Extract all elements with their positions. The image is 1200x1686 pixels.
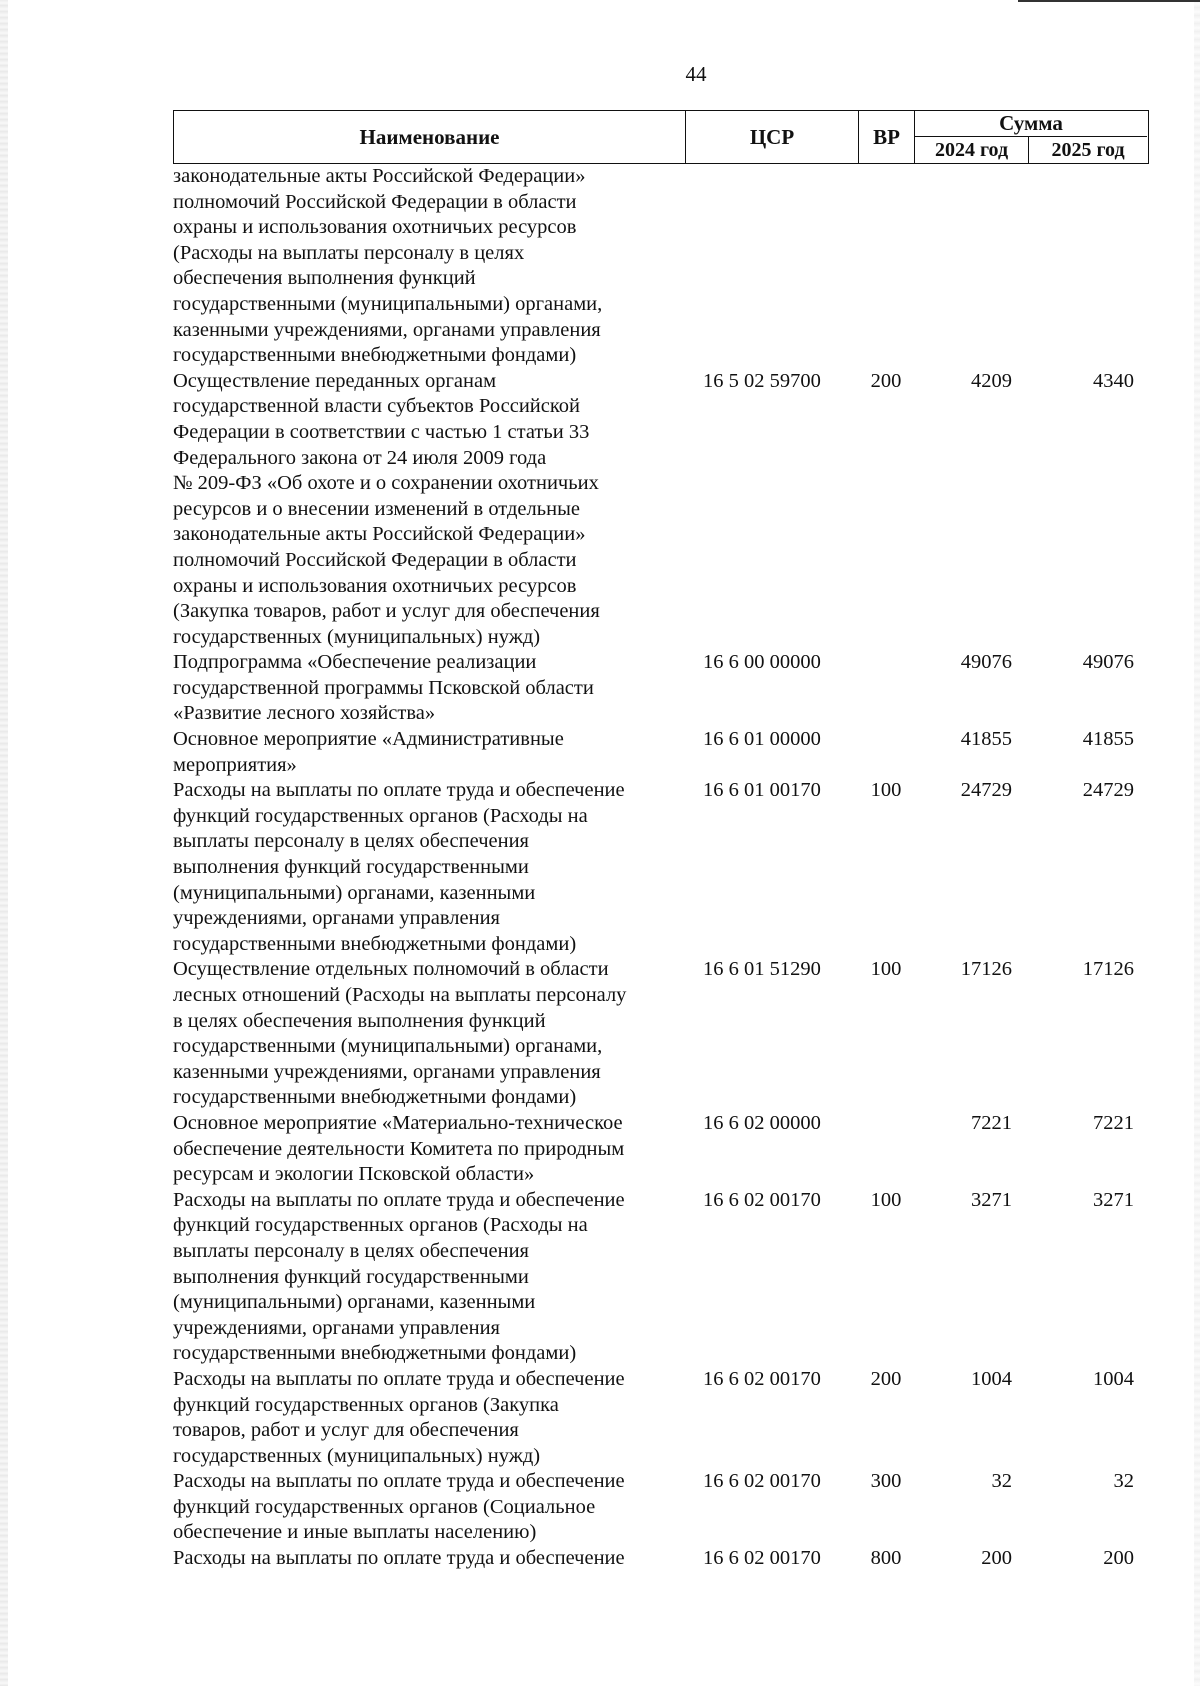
table-row [173, 1367, 1149, 1469]
row-csr: 16 6 02 00000 [703, 1111, 821, 1134]
row-sum-2025: 3271 [1093, 1188, 1134, 1211]
row-name: Осуществление переданных органам государственной власти субъектов Российской Федерации в соответствии с частью 1 статьи 33 Федерального закона от 24 июля 2009 года № 209-ФЗ «Об охоте и о сохранении охотничьих ресурсов и о внесении изменений в отдельные законодательные акты Российской Федерации» полномочий Российской Федерации в области охраны и использования охотничьих ресурсов (Закупка товаров, работ и услуг для обеспечения государственных (муниципальных) нужд) [173, 369, 600, 648]
row-sum-2025: 200 [1103, 1547, 1134, 1570]
row-sum-2024: 4209 [971, 369, 1012, 392]
row-name: законодательные акты Российской Федерации» полномочий Российской Федерации в области охраны и использования охотничьих ресурсов (Расходы на выплаты персоналу в целях обеспечения выполнения функций государственными (муниципальными) органами, казенными учреждениями, органами управления государственными внебюджетными фондами) [173, 165, 603, 367]
row-sum-2024: 24729 [960, 779, 1012, 802]
row-csr: 16 6 00 00000 [703, 651, 821, 674]
row-sum-2025: 17126 [1082, 958, 1134, 981]
row-sum-2024: 7221 [971, 1111, 1012, 1134]
row-sum-2024: 3271 [971, 1188, 1012, 1211]
row-sum-2024: 32 [991, 1470, 1012, 1493]
row-csr: 16 5 02 59700 [703, 369, 821, 392]
row-name: Основное мероприятие «Материально-техническое обеспечение деятельности Комитета по природным ресурсам и экологии Псковской области» [173, 1111, 625, 1186]
table-row [173, 369, 1149, 651]
header-year-2024: 2024 год [915, 137, 1029, 163]
row-name: Расходы на выплаты по оплате труда и обеспечение функций государственных органов (Закупка товаров, работ и услуг для обеспечения государственных (муниципальных) нужд) [173, 1367, 625, 1467]
row-sum-2024: 17126 [960, 958, 1012, 981]
row-name: Расходы на выплаты по оплате труда и обеспечение [173, 1547, 625, 1570]
row-sum-2025: 24729 [1082, 779, 1134, 802]
row-csr: 16 6 01 00170 [703, 779, 821, 802]
page-number: 44 [685, 62, 707, 86]
row-vr: 100 [870, 958, 902, 981]
table-row [173, 778, 1149, 957]
row-sum-2025: 49076 [1082, 651, 1134, 674]
budget-table [173, 110, 1149, 1572]
row-csr: 16 6 01 00000 [703, 728, 821, 751]
row-csr: 16 6 02 00170 [703, 1367, 821, 1390]
row-sum-2025: 1004 [1093, 1367, 1134, 1390]
row-name: Основное мероприятие «Административные мероприятия» [173, 728, 564, 776]
table-row [173, 1188, 1149, 1367]
row-sum-2025: 7221 [1093, 1111, 1134, 1134]
row-name: Расходы на выплаты по оплате труда и обеспечение функций государственных органов (Социальное обеспечение и иные выплаты населению) [173, 1470, 625, 1544]
row-sum-2025: 41855 [1082, 728, 1134, 751]
row-vr: 200 [870, 369, 902, 392]
row-vr: 100 [870, 1188, 902, 1211]
table-row [173, 650, 1149, 727]
row-sum-2025: 32 [1113, 1470, 1134, 1493]
table-row [173, 1546, 1149, 1572]
table-row [173, 1111, 1149, 1188]
table-row [173, 727, 1149, 778]
header-name: Наименование [174, 111, 686, 163]
scan-artifact-line [1018, 0, 1200, 2]
row-vr: 100 [870, 779, 902, 802]
row-csr: 16 6 01 51290 [703, 958, 821, 981]
scan-edge-right [1194, 0, 1200, 1686]
table-row [173, 1469, 1149, 1546]
scan-edge-left [0, 0, 8, 1686]
row-csr: 16 6 02 00170 [703, 1547, 821, 1570]
row-csr: 16 6 02 00170 [703, 1470, 821, 1493]
row-vr: 800 [870, 1547, 902, 1570]
row-vr: 300 [870, 1470, 902, 1493]
header-vr: ВР [859, 111, 915, 163]
row-sum-2024: 41855 [960, 728, 1012, 751]
row-name: Подпрограмма «Обеспечение реализации государственной программы Псковской области «Развитие лесного хозяйства» [173, 651, 594, 725]
table-row [173, 164, 1149, 369]
table-body [173, 164, 1149, 1572]
row-name: Расходы на выплаты по оплате труда и обеспечение функций государственных органов (Расходы на выплаты персоналу в целях обеспечения выполнения функций государственными (муниципальными) органами, казенными учреждениями, органами управления государственными внебюджетными фондами) [173, 779, 625, 955]
row-name: Расходы на выплаты по оплате труда и обеспечение функций государственных органов (Расходы на выплаты персоналу в целях обеспечения выполнения функций государственными (муниципальными) органами, казенными учреждениями, органами управления государственными внебюджетными фондами) [173, 1188, 625, 1365]
table-header [173, 110, 1149, 164]
row-sum-2024: 1004 [971, 1367, 1012, 1390]
row-vr: 200 [870, 1367, 902, 1390]
row-sum-2024: 200 [981, 1547, 1012, 1570]
table-row [173, 957, 1149, 1111]
row-sum-2025: 4340 [1093, 369, 1134, 392]
header-csr: ЦСР [686, 111, 859, 163]
header-year-2025: 2025 год [1051, 138, 1125, 161]
row-csr: 16 6 02 00170 [703, 1188, 821, 1211]
row-sum-2024: 49076 [960, 651, 1012, 674]
row-name: Осуществление отдельных полномочий в области лесных отношений (Расходы на выплаты персоналу в целях обеспечения выполнения функций государственными (муниципальными) органами, казенными учреждениями, органами управления государственными внебюджетными фондами) [173, 958, 627, 1109]
header-sum: Сумма [915, 111, 1147, 137]
